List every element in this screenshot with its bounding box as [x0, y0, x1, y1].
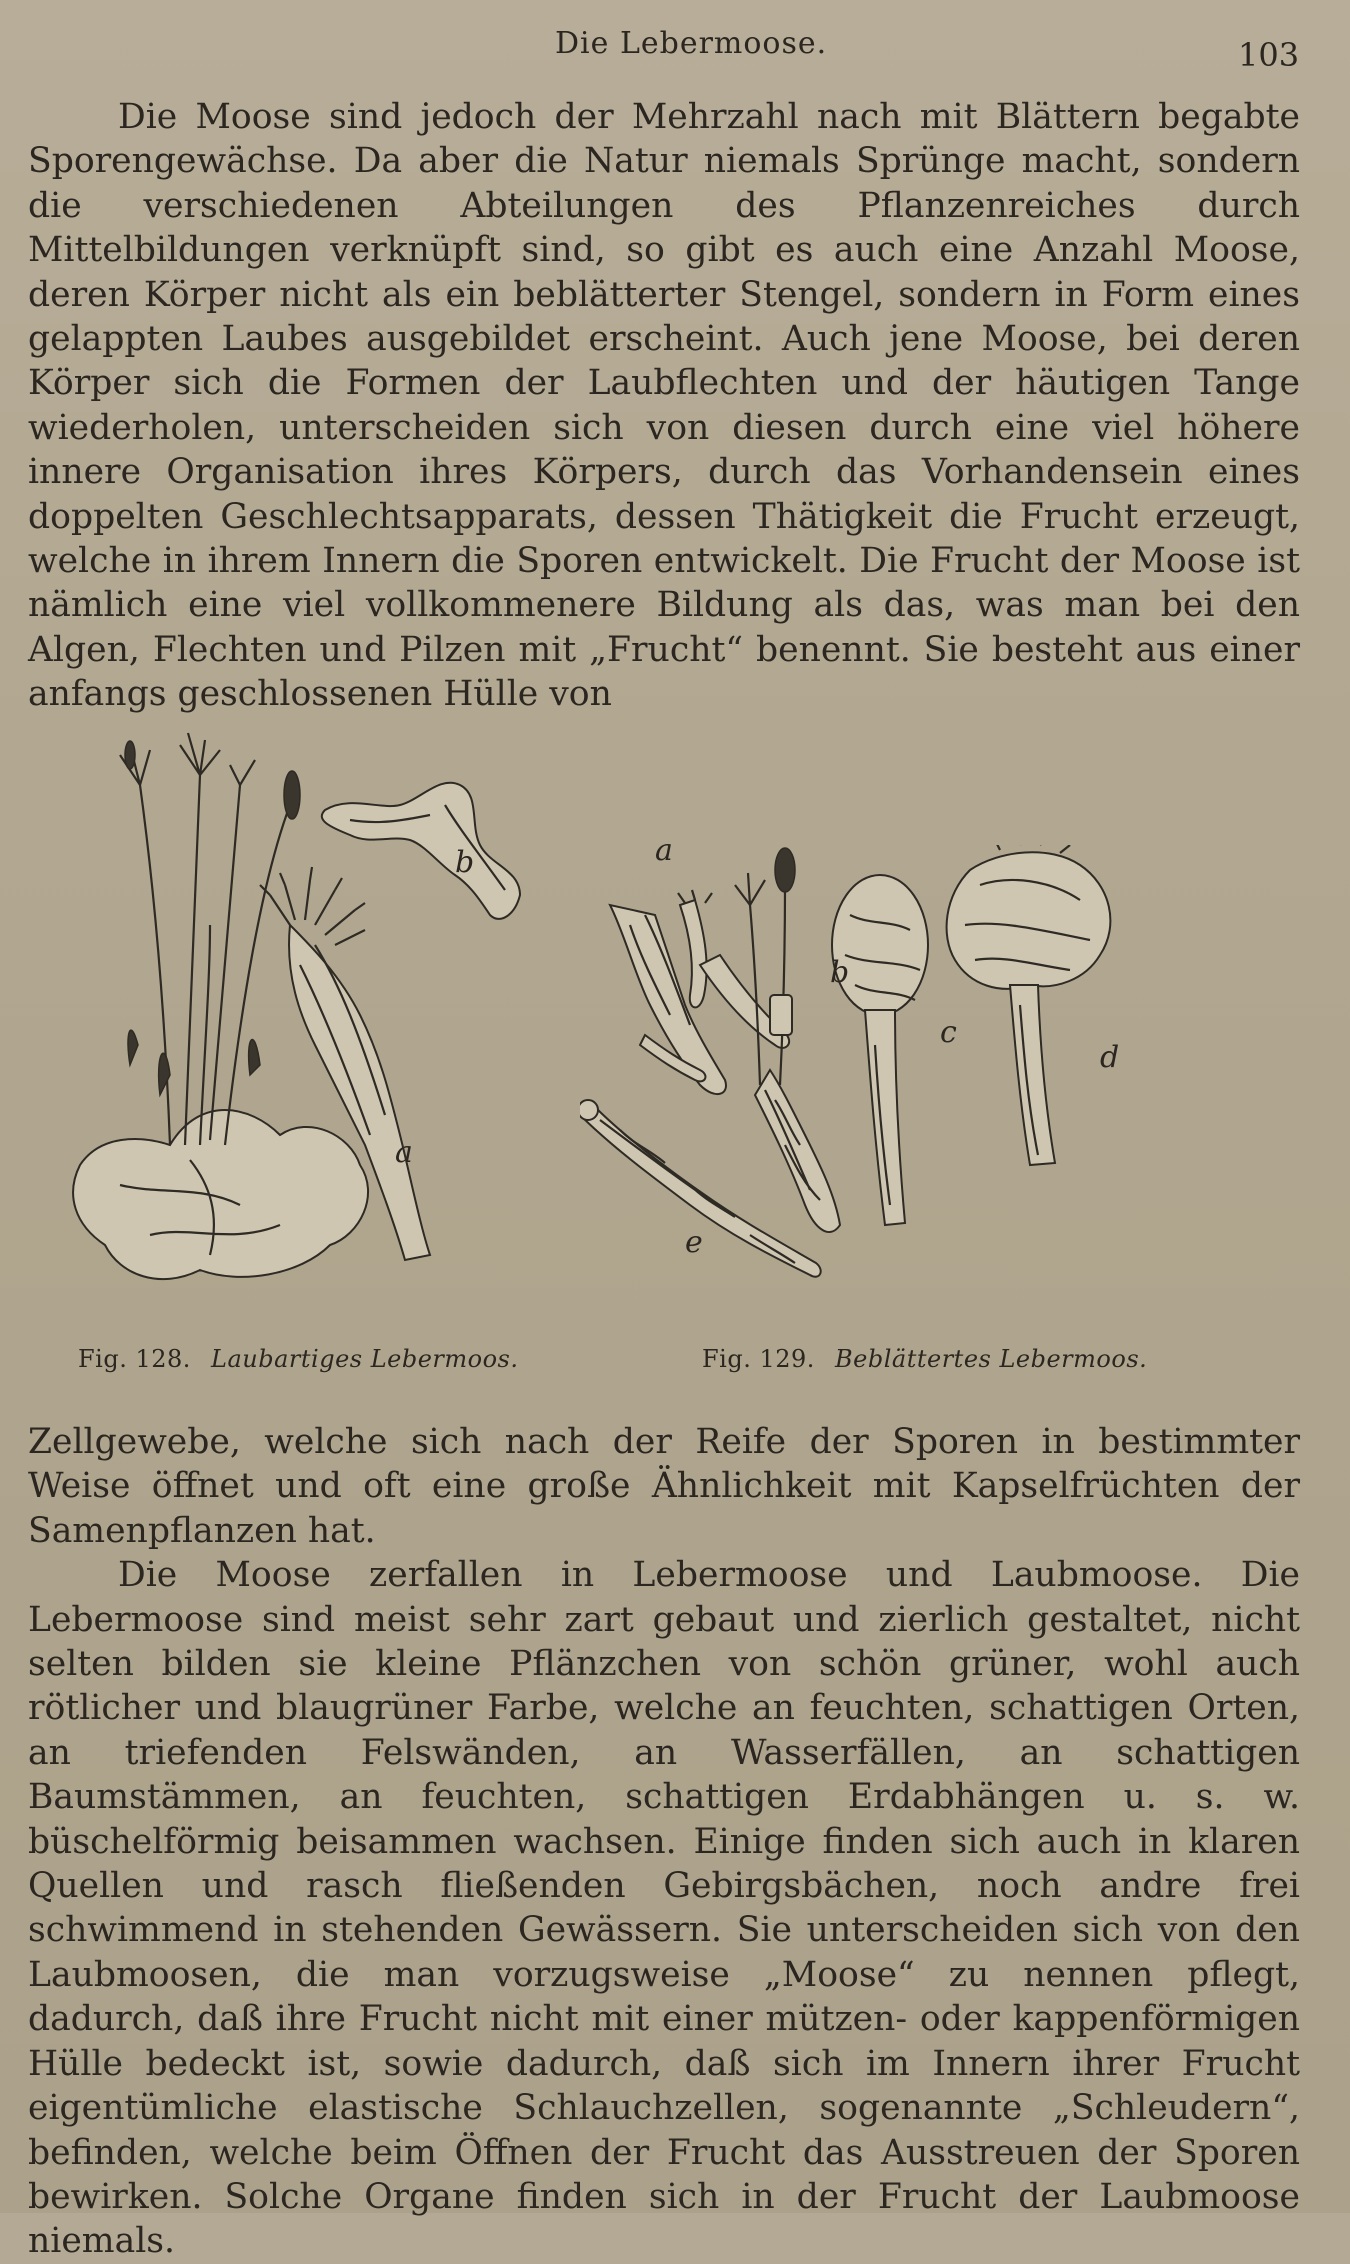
page-number: 103	[1238, 36, 1300, 74]
paragraph: Die Moose zerfallen in Lebermoose und Laubmoose. Die Lebermoose sind meist sehr zart gebaut und zierlich gestaltet, nicht selten bilden sie kleine Pflänzchen von schön grüner, wohl auch rötlicher und blaugrüner Farbe, welche an feuchten, schattigen Orten, an triefenden Felswänden, an Wasserfällen, an schattigen Baumstämmen, an feuchten, schattigen Erdabhängen u. s. w. büschelförmig beisammen wachsen. Einige finden sich auch in klaren Quellen und rasch fließenden Gebirgsbächen, noch andre frei schwimmend in stehenden Gewässern. Sie unterscheiden sich von den Laubmoosen, die man vorzugsweise „Moose“ zu nennen pflegt, dadurch, daß ihre Frucht nicht mit einer mützen- oder kappenförmigen Hülle bedeckt ist, sowie dadurch, daß sich im Innern ihrer Frucht eigentümliche elastische Schlauchzellen, sogenannte „Schleudern“, befinden, welche beim Öffnen der Frucht das Ausstreuen der Sporen bewirken. Solche Organe finden sich in der Frucht der Laubmoose niemals.	[28, 1555, 1300, 2262]
fig129-title: Beblättertes Lebermoos.	[835, 1345, 1148, 1373]
fig129-label-b: b	[830, 955, 850, 990]
fig128-number: Fig. 128.	[78, 1345, 191, 1373]
paragraph: Zellgewebe, welche sich nach der Reife der Sporen in bestimmter Weise öffnet und oft eine große Ähnlichkeit mit Kapselfrüchten der Samenpflanzen hat.	[28, 1422, 1300, 1551]
running-head: Die Lebermoose.	[555, 26, 828, 61]
fig129-label-d: d	[1100, 1040, 1120, 1075]
page-header	[0, 20, 1350, 74]
bottom-text-block	[28, 1420, 1300, 2264]
paragraph: Die Moose sind jedoch der Mehrzahl nach mit Blättern begabte Sporengewächse. Da aber die Natur niemals Sprünge macht, sondern die verschiedenen Abteilungen des Pflanzenreiches durch Mittelbildungen verknüpft sind, so gibt es auch eine Anzahl Moose, deren Körper nicht als ein beblätterter Stengel, sondern in Form eines gelappten Laubes ausgebildet erscheint. Auch jene Moose, bei deren Körper sich die Formen der Laubflechten und der häutigen Tange wiederholen, unterscheiden sich von diesen durch eine viel höhere innere Organisation ihres Körpers, durch das Vorhandensein eines doppelten Geschlechtsapparats, dessen Thätigkeit die Frucht erzeugt, welche in ihrem Innern die Sporen entwickelt. Die Frucht der Moose ist nämlich eine viel vollkommenere Bildung als das, was man bei den Algen, Flechten und Pilzen mit „Frucht“ benennt. Sie besteht aus einer anfangs geschlossenen Hülle von	[28, 97, 1300, 715]
fig128-title: Laubartiges Lebermoos.	[211, 1345, 519, 1373]
top-text-block	[28, 95, 1300, 717]
fig129-caption	[702, 1345, 1147, 1373]
fig128-caption	[78, 1345, 519, 1373]
figures-area	[0, 715, 1350, 1395]
fig129-label-a: a	[655, 833, 673, 868]
fig128-illustration	[60, 715, 580, 1315]
fig129-label-c: c	[940, 1015, 957, 1050]
fig128-label-a: a	[395, 1135, 413, 1170]
fig128-label-b: b	[455, 845, 475, 880]
fig129-label-e: e	[685, 1225, 703, 1260]
fig129-number: Fig. 129.	[702, 1345, 815, 1373]
